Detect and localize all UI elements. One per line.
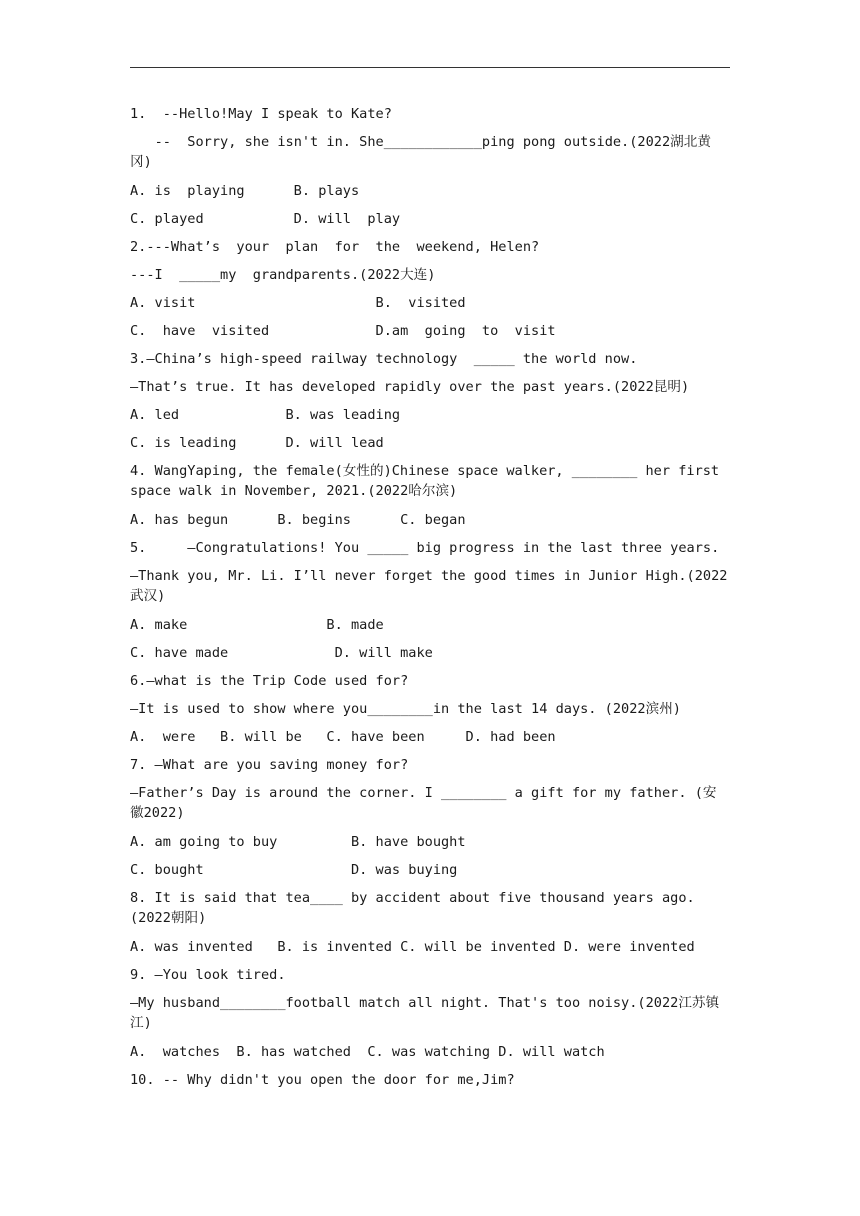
q3-prompt: 3.—China’s high-speed railway technology _____ the world now. [130,351,638,367]
q9-options: A. watches B. has watched C. was watching D. will watch [130,1044,605,1060]
q5-options-ab: A. make B. made [130,617,384,633]
q7-prompt: 7. —What are you saving money for? [130,757,409,773]
q2-options-cd: C. have visited D.am going to visit [130,323,556,339]
q4-options: A. has begun B. begins C. began [130,512,466,528]
q2-options-ab: A. visit B. visited [130,295,466,311]
q5-options-cd: C. have made D. will make [130,645,433,661]
q4-prompt: 4. WangYaping, the female(女性的)Chinese space walker, ________ her first space walk in November, 2021.(2022哈尔滨) [130,463,728,499]
q9-prompt: 9. —You look tired. [130,967,286,983]
q7-response: —Father’s Day is around the corner. I ________ a gift for my father. (安徽2022) [130,785,717,821]
q8-prompt: 8. It is said that tea____ by accident about five thousand years ago. (2022朝阳) [130,890,703,926]
q3-options-ab: A. led B. was leading [130,407,401,423]
q7-options-ab: A. am going to buy B. have bought [130,834,466,850]
q2-prompt: 2.---What’s your plan for the weekend, Helen? [130,239,540,255]
q6-prompt: 6.—what is the Trip Code used for? [130,673,409,689]
q2-response: ---I _____my grandparents.(2022大连) [130,267,436,283]
question-list [130,104,730,1098]
q9-response: —My husband________football match all night. That's too noisy.(2022江苏镇江) [130,995,720,1031]
document-page [130,0,730,1216]
q5-response: —Thank you, Mr. Li. I’ll never forget the good times in Junior High.(2022武汉) [130,568,728,604]
q1-options-cd: C. played D. will play [130,211,401,227]
q7-options-cd: C. bought D. was buying [130,862,458,878]
q6-response: —It is used to show where you________in the last 14 days. (2022滨州) [130,701,681,717]
q8-options: A. was invented B. is invented C. will be invented D. were invented [130,939,695,955]
q10-prompt: 10. -- Why didn't you open the door for me,Jim? [130,1072,515,1088]
q3-options-cd: C. is leading D. will lead [130,435,384,451]
q1-prompt: 1. --Hello!May I speak to Kate? [130,106,392,122]
q5-prompt: 5. —Congratulations! You _____ big progress in the last three years. [130,540,720,556]
q6-options: A. were B. will be C. have been D. had been [130,729,556,745]
header-rule [130,67,730,68]
q3-response: —That’s true. It has developed rapidly over the past years.(2022昆明) [130,379,690,395]
q1-options-ab: A. is playing B. plays [130,183,360,199]
q1-response: -- Sorry, she isn't in. She____________ping pong outside.(2022湖北黄冈) [130,134,711,170]
